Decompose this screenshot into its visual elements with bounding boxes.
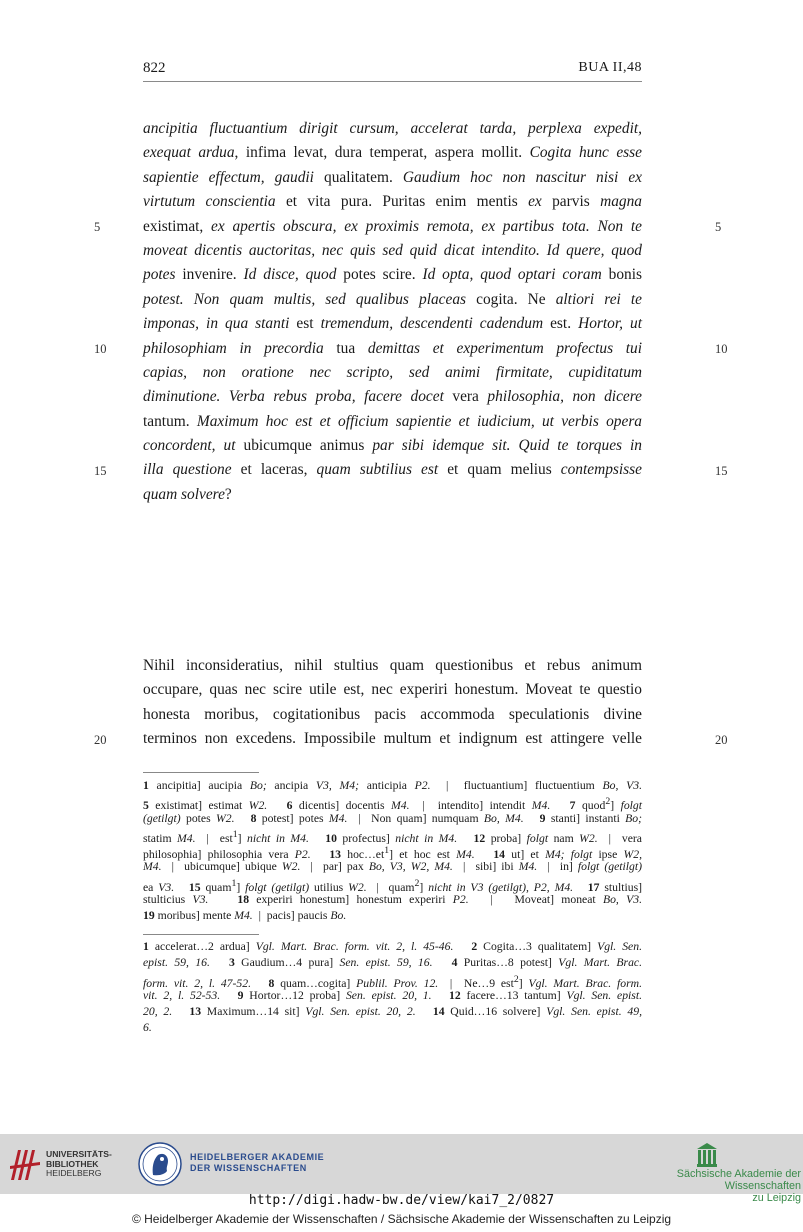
line-number-left-10: 10 bbox=[94, 342, 107, 356]
saxon-academy-name: Sächsische Akademie der Wissenschaften zu Leipzig bbox=[676, 1168, 801, 1204]
page-header bbox=[143, 60, 642, 82]
line-number-right-20: 20 bbox=[715, 733, 728, 747]
document-url[interactable]: http://digi.hadw-bw.de/view/kai7_2/0827 bbox=[248, 1193, 555, 1208]
line-number-left-20: 20 bbox=[94, 733, 107, 747]
academy-seal-icon bbox=[138, 1142, 182, 1186]
sources-rule bbox=[143, 934, 259, 935]
line-number-right-10: 10 bbox=[715, 342, 728, 356]
saxon-academy-building-icon bbox=[696, 1142, 718, 1168]
source-apparatus: 1 accelerat…2 ardua] Vgl. Mart. Brac. form. vit. 2, l. 45-46. 2 Cogita…3 qualitatem] Vgl. Sen. epist. 59, 16. 3 Gaudium…4 pura] Sen. epist. 59, 16. 4 Puritas…8 potest] Vgl. Mart. Brac. form. vit. 2, l. 47-52. 8 quam…cogita] Publil. Prov. 12. | Ne…9 est$^2$] Vgl. Mart. Brac. form. vit. 2, l. 52-53. 9 Hortor…12 proba] Sen. epist. 20, 1. 12 facere…13 tantum] Vgl. Sen. epist. 20, 2. 13 Maximum…14 sit] Vgl. Sen. epist. 20, 2. 14 Quid…16 solvere] Vgl. Sen. epist. 49, 6. bbox=[143, 940, 643, 1035]
main-text-paragraph-2: Nihil inconsideratius, nihil stultius quam questionibus et rebus animum occupare, quas nec scire utile est, nec experiri honestum. Moveat te questio honesta moribus, cogitationibus pacis accommoda speculationis divine terminos non excedens. Impossibile multum et indignum est attingere velle bbox=[143, 657, 642, 748]
university-library-logo-icon bbox=[8, 1144, 42, 1184]
line-number-right-5: 5 bbox=[715, 220, 722, 234]
running-head: BUA II,48 bbox=[578, 60, 642, 75]
university-library-name: UNIVERSITÄTS- BIBLIOTHEK HEIDELBERG bbox=[46, 1149, 112, 1179]
line-number-left-5: 5 bbox=[94, 220, 101, 234]
line-number-right-15: 15 bbox=[715, 464, 728, 478]
line-number-left-15: 15 bbox=[94, 464, 107, 478]
copyright-notice: © Heidelberger Akademie der Wissenschaften / Sächsische Akademie der Wissenschaften zu Leipzig bbox=[131, 1212, 672, 1226]
critical-apparatus: 1 ancipitia] aucipia Bo; ancipia V3, M4; anticipia P2. | fluctuantium] fluctuentium Bo, V3. 5 existimat] estimat W2. 6 dicentis] docentis M4. | intendito] intendit M4. 7 quod$^2$] folgt (getilgt) potes W2. 8 potest] potes M4. | Non quam] numquam Bo, M4. 9 stanti] instanti Bo; statim M4. | est$^1$] nicht in M4. 10 profectus] nicht in M4. 12 proba] folgt nam W2. | vera philosophia] philosophia vera P2. 13 $hoc\dots et^1$] et hoc est M4. 14 ut] et M4; folgt ipse W2, M4. | ubicumque] ubique W2. | par] pax Bo, V3, W2, M4. | sibi] ibi M4. | in] folgt (getilgt) ea V3. 15 quam$^1$] folgt (getilgt) utilius W2. | quam$^2$] nicht in V3 (getilgt), P2, M4. 17 stultius] stulticius V3. 18 experiri honestum] honestum experiri P2. | Moveat] moneat Bo, V3. 19 moribus] mente M4. | pacis] paucis Bo. bbox=[143, 779, 643, 923]
page-number: 822 bbox=[143, 60, 166, 76]
academy-name: HEIDELBERGER AKADEMIE DER WISSENSCHAFTEN bbox=[190, 1152, 325, 1173]
main-text-paragraph-1: ancipitia fluctuantium dirigit cursum, accelerat tarda, perplexa expedit, exequat ardua, infima levat, dura temperat, aspera mollit. Cogita hunc esse sapientie effectum, gaudii qualitatem. Gaudium hoc non nascitur nisi ex virtutum conscientia et vita pura. Puritas enim mentis ex parvis magna existimat, ex apertis obscura, ex proximis remota, ex partibus tota. Non te moveat dicentis auctoritas, nec quis sed quid dicat intendito. Id quere, quod potes invenire. Id disce, quod potes scire. Id opta, quod optari coram bonis potest. Non quam multis, sed qualibus placeas cogita. Ne altiori rei te imponas, in qua stanti est tremendum, descendenti cadendum est. Hortor, ut philosophiam in precordia tua demittas et experimentum profectus tui capias, non oratione nec scripto, sed animi firmitate, cupiditatum diminutione. Verba rebus proba, facere docet vera philosophia, non dicere tantum. Maximum hoc est et officium sapientie et iudicium, ut verbis opera concordent, ut ubicumque animus par sibi idemque sit. Quid te torques in illa questione et laceras, quam subtilius est et quam melius contempsisse quam solvere? bbox=[143, 120, 642, 503]
apparatus-rule bbox=[143, 772, 259, 773]
